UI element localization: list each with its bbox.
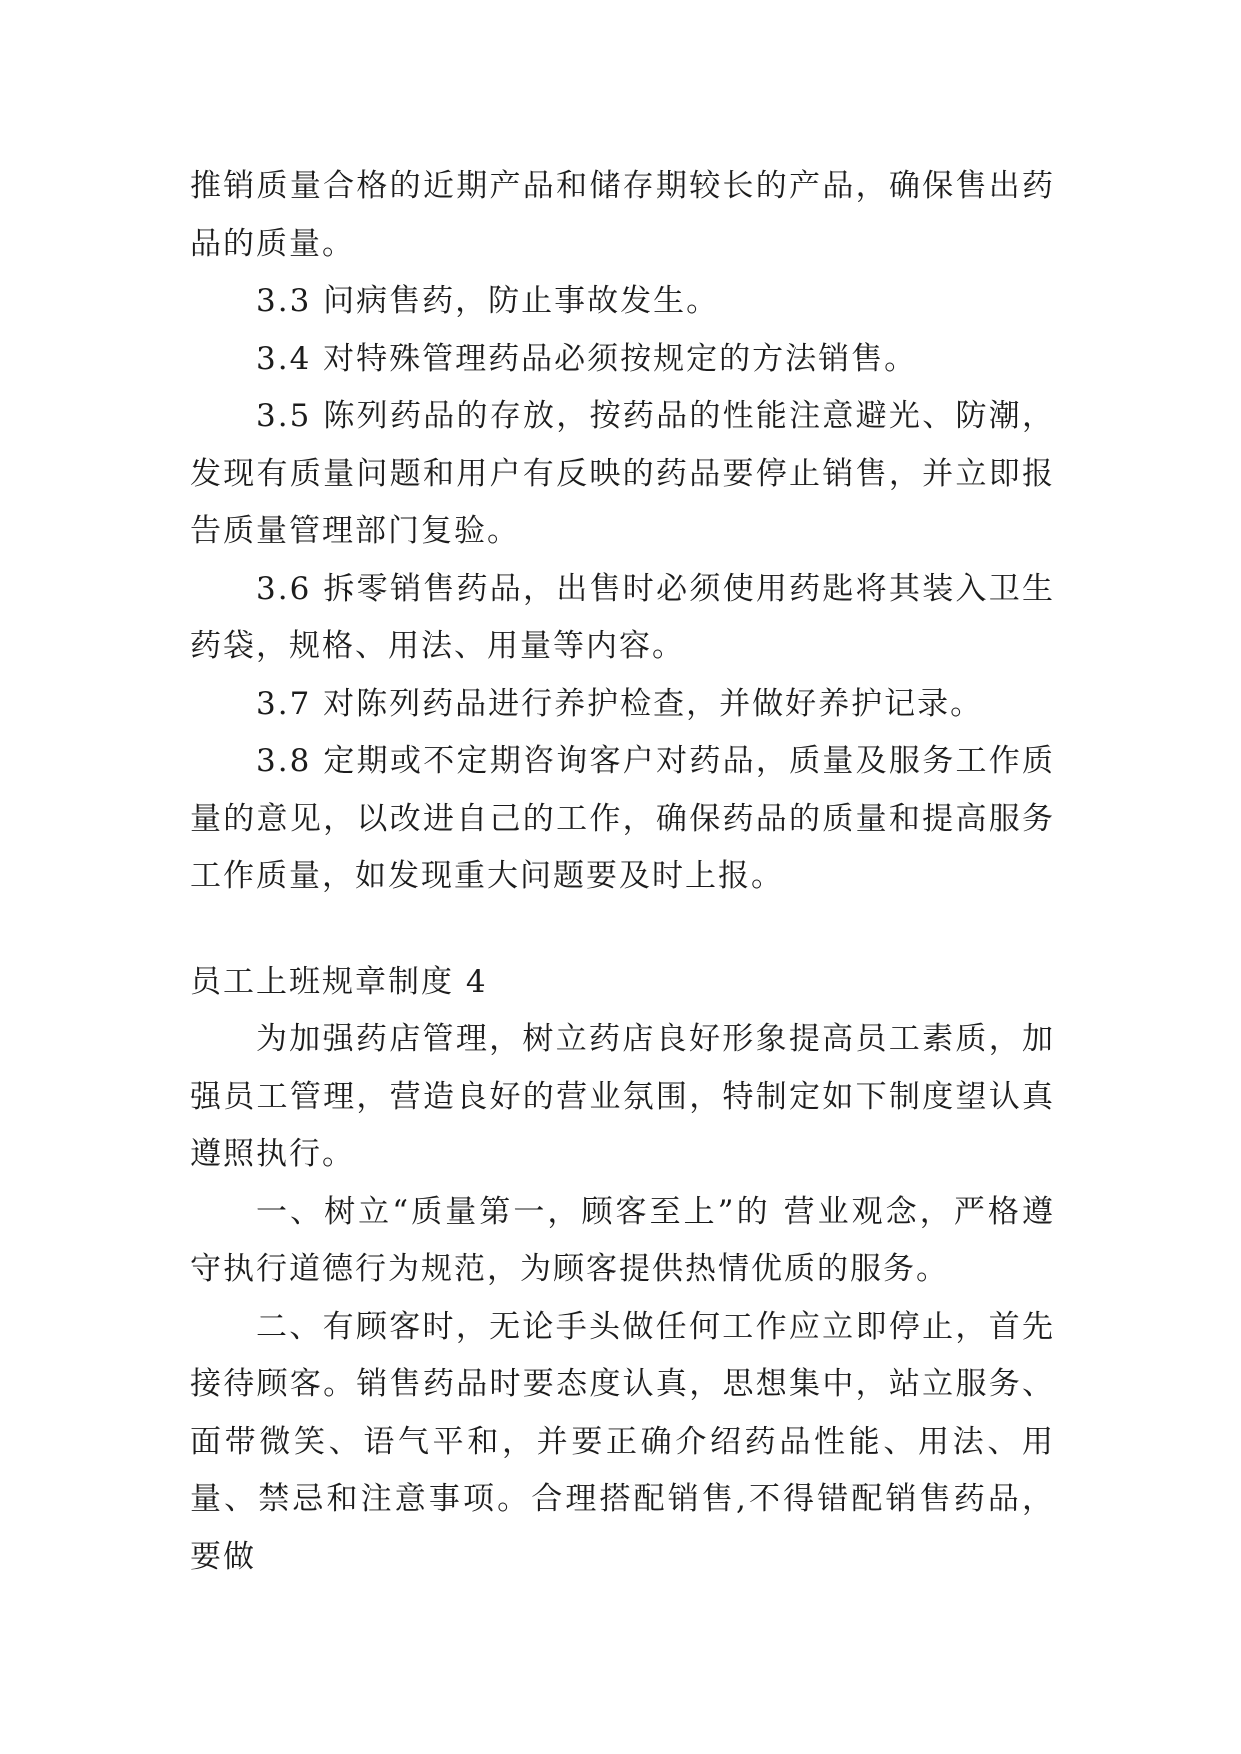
paragraph-intro: 为加强药店管理，树立药店良好形象提高员工素质，加强员工管理，营造良好的营业氛围，特制定如下制度望认真遵照执行。: [190, 1021, 1055, 1172]
paragraph-rule-2: 二、有顾客时，无论手头做任何工作应立即停止，首先接待顾客。销售药品时要态度认真，思想集中，站立服务、面带微笑、语气平和，并要正确介绍药品性能、用法、用量、禁忌和注意事项。合理搭配销售,不得错配销售药品，要做: [190, 1308, 1055, 1575]
paragraph-3-7: 3.7 对陈列药品进行养护检查，并做好养护记录。: [256, 685, 984, 722]
section-heading: 员工上班规章制度 4: [190, 963, 488, 1000]
paragraph-3-3: 3.3 问病售药，防止事故发生。: [256, 283, 720, 319]
document-body: [190, 158, 1055, 1586]
paragraph-rule-1: 一、树立“质量第一，顾客至上”的 营业观念，严格遵守执行道德行为规范，为顾客提供热情优质的服务。: [190, 1193, 1055, 1287]
paragraph-3-8: 3.8 定期或不定期咨询客户对药品，质量及服务工作质量的意见，以改进自己的工作，确保药品的质量和提高服务工作质量，如发现重大问题要及时上报。: [190, 743, 1055, 894]
paragraph-continuation: 推销质量合格的近期产品和储存期较长的产品，确保售出药品的质量。: [190, 168, 1055, 262]
paragraph-3-6: 3.6 拆零销售药品，出售时必须使用药匙将其装入卫生药袋，规格、用法、用量等内容。: [190, 570, 1055, 664]
section-gap: [190, 906, 1055, 954]
paragraph-3-5: 3.5 陈列药品的存放，按药品的性能注意避光、防潮，发现有质量问题和用户有反映的药品要停止销售，并立即报告质量管理部门复验。: [190, 398, 1055, 549]
paragraph-3-4: 3.4 对特殊管理药品必须按规定的方法销售。: [256, 340, 918, 377]
